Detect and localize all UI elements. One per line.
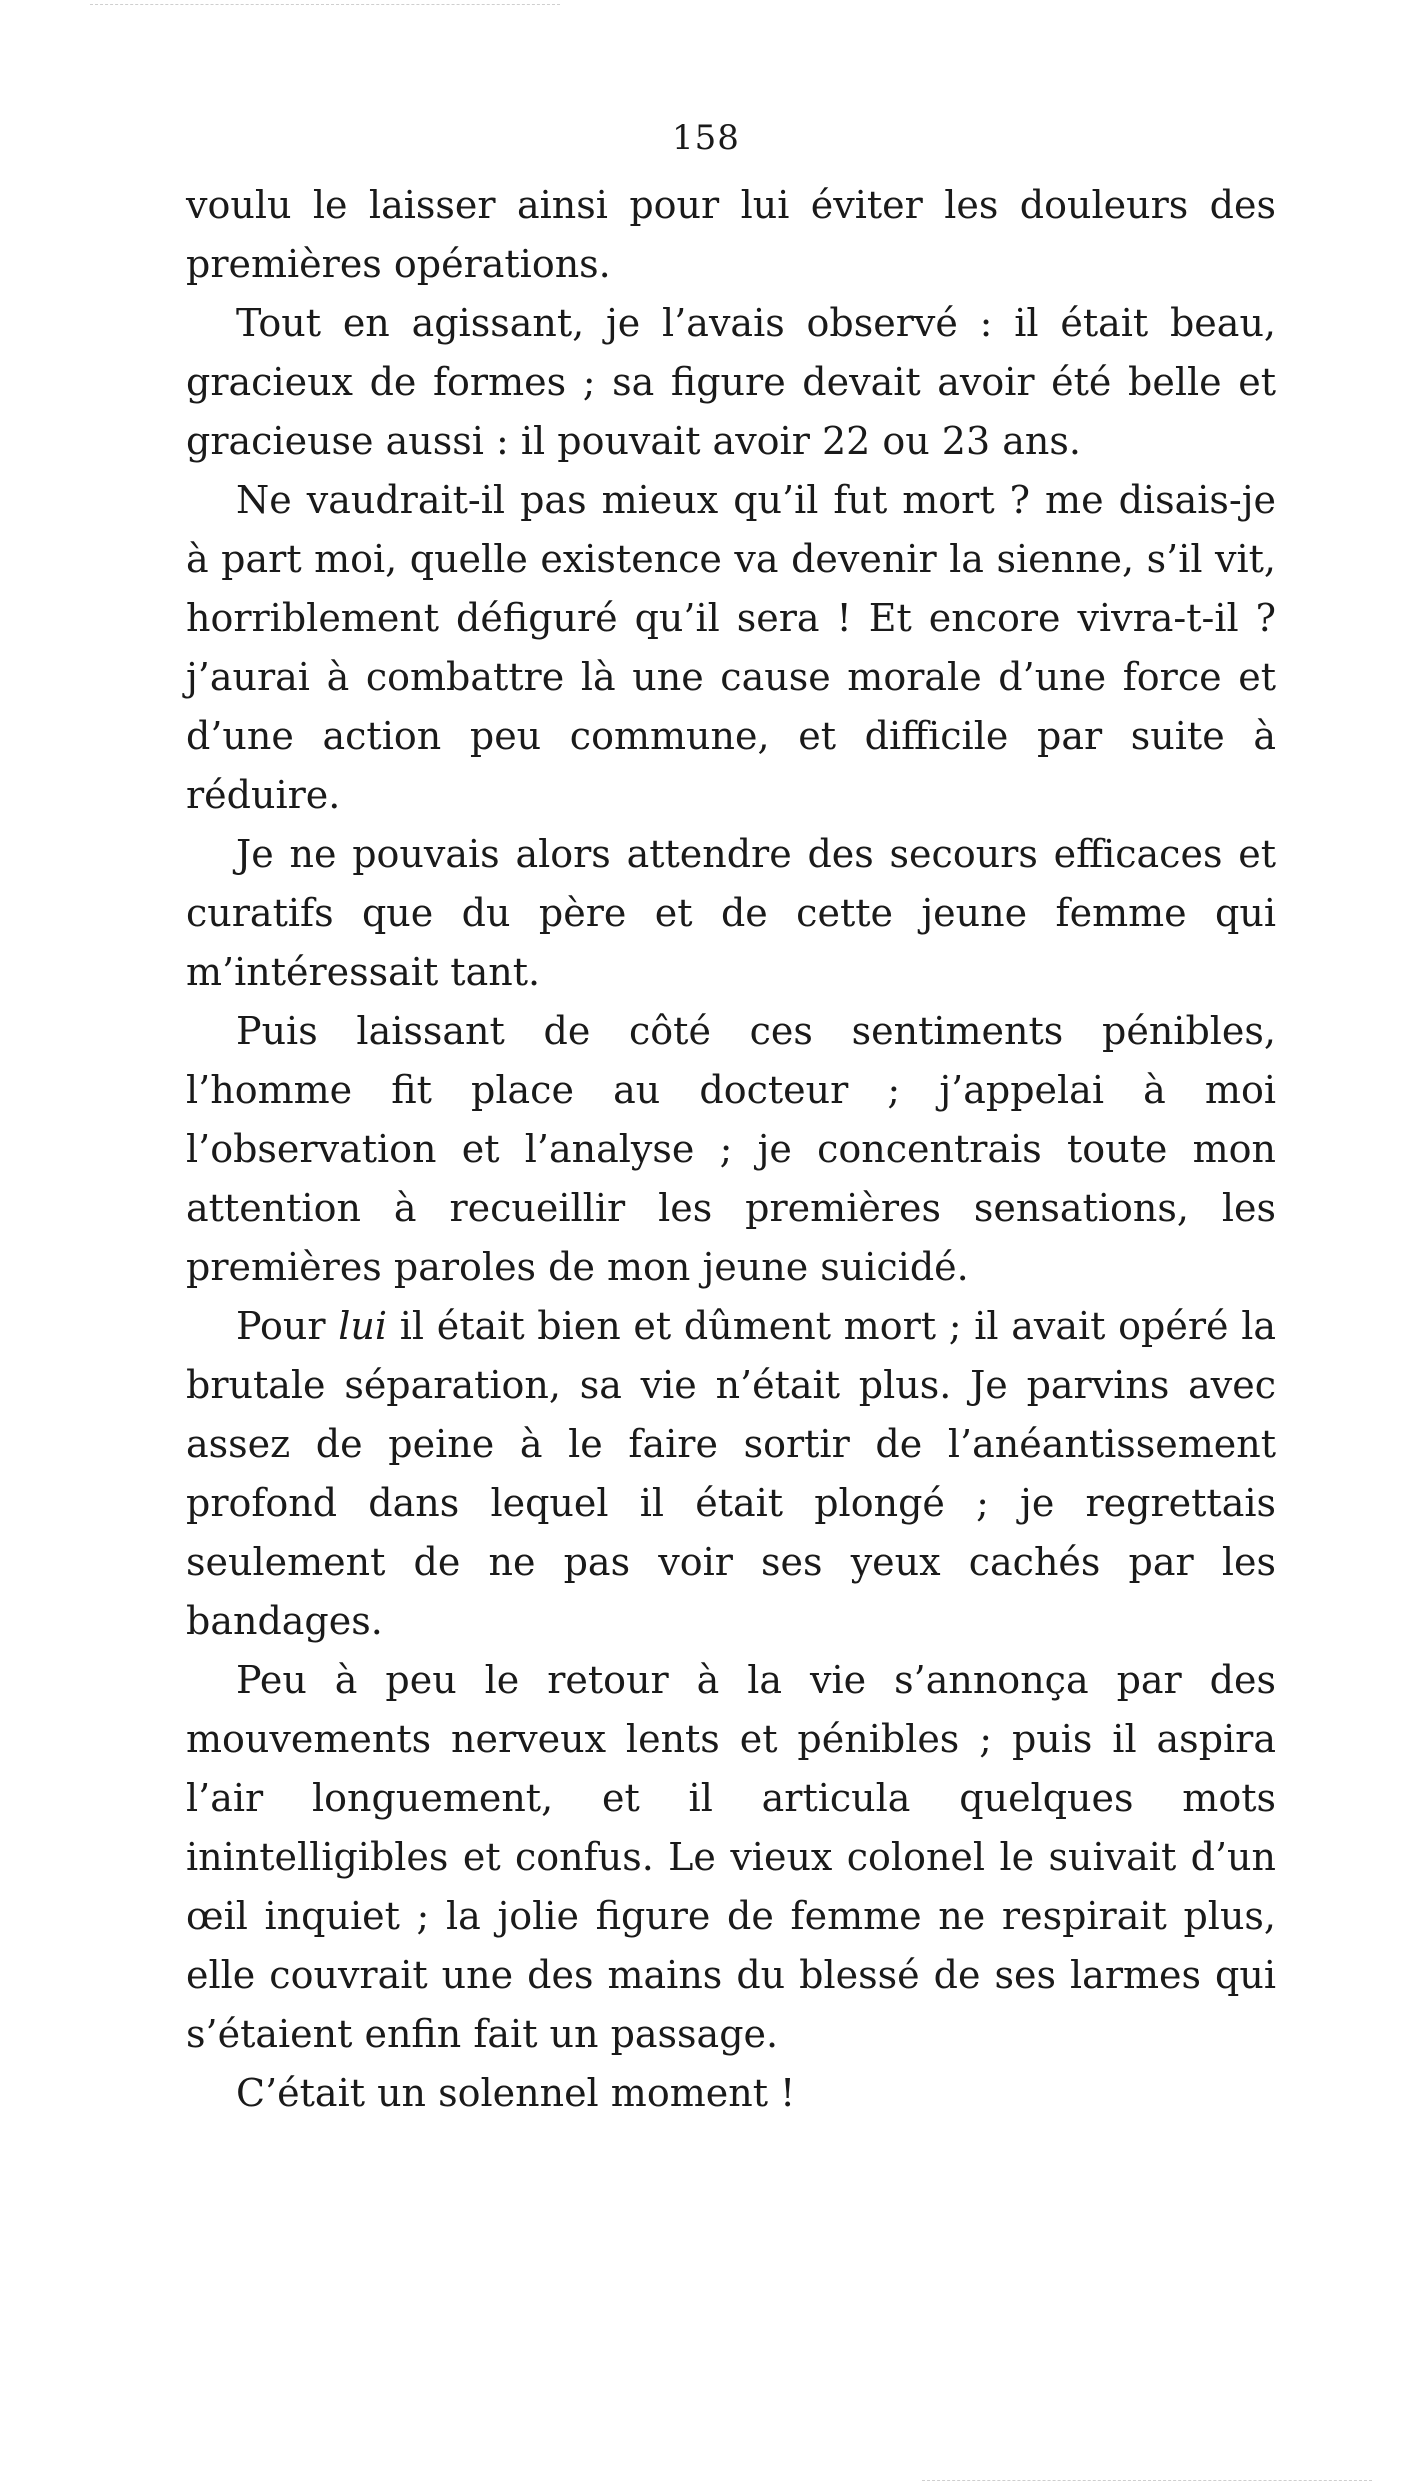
page-number: 158 bbox=[672, 118, 740, 158]
body-text bbox=[186, 176, 1276, 2123]
paragraph: Puis laissant de côté ces sentiments pénibles, l’homme fit place au docteur ; j’appelai à moi l’observation et l’analyse ; je concentrais toute mon attention à recueillir les premières sensations, les premières paroles de mon jeune suicidé. bbox=[186, 1009, 1276, 1289]
paragraph: Tout en agissant, je l’avais observé : il était beau, gracieux de formes ; sa figure devait avoir été belle et gracieuse aussi : il pouvait avoir 22 ou 23 ans. bbox=[186, 301, 1276, 463]
italic-word: lui bbox=[338, 1304, 388, 1348]
scan-edge-marks-top bbox=[90, 4, 560, 9]
paragraph-rest: il était bien et dûment mort ; il avait opéré la brutale séparation, sa vie n’était plus. Je parvins avec assez de peine à le faire sortir de l’anéantissement profond dans lequel il était plongé ; je regrettais seulement de ne pas voir ses yeux cachés par les bandages. bbox=[186, 1304, 1276, 1643]
paragraph-closing: C’était un solennel moment ! bbox=[236, 2071, 796, 2115]
paragraph: Ne vaudrait-il pas mieux qu’il fut mort ? me disais-je à part moi, quelle existence va devenir la sienne, s’il vit, horriblement défiguré qu’il sera ! Et encore vivra-t-il ? j’aurai à combattre là une cause morale d’une force et d’une action peu commune, et difficile par suite à réduire. bbox=[186, 478, 1276, 817]
scan-edge-marks-bottom bbox=[922, 2480, 1372, 2485]
paragraph: Je ne pouvais alors attendre des secours efficaces et curatifs que du père et de cette jeune femme qui m’intéressait tant. bbox=[186, 832, 1276, 994]
paragraph: Peu à peu le retour à la vie s’annonça par des mouvements nerveux lents et pénibles ; puis il aspira l’air longuement, et il articula quelques mots inintelligibles et confus. Le vieux colonel le suivait d’un œil inquiet ; la jolie figure de femme ne respirait plus, elle couvrait une des mains du blessé de ses larmes qui s’étaient enfin fait un passage. bbox=[186, 1658, 1276, 2056]
paragraph-continuation: voulu le laisser ainsi pour lui éviter les douleurs des premières opérations. bbox=[186, 183, 1276, 286]
paragraph-lead: Pour bbox=[236, 1304, 339, 1348]
paragraph-with-italic bbox=[186, 1297, 1276, 1651]
